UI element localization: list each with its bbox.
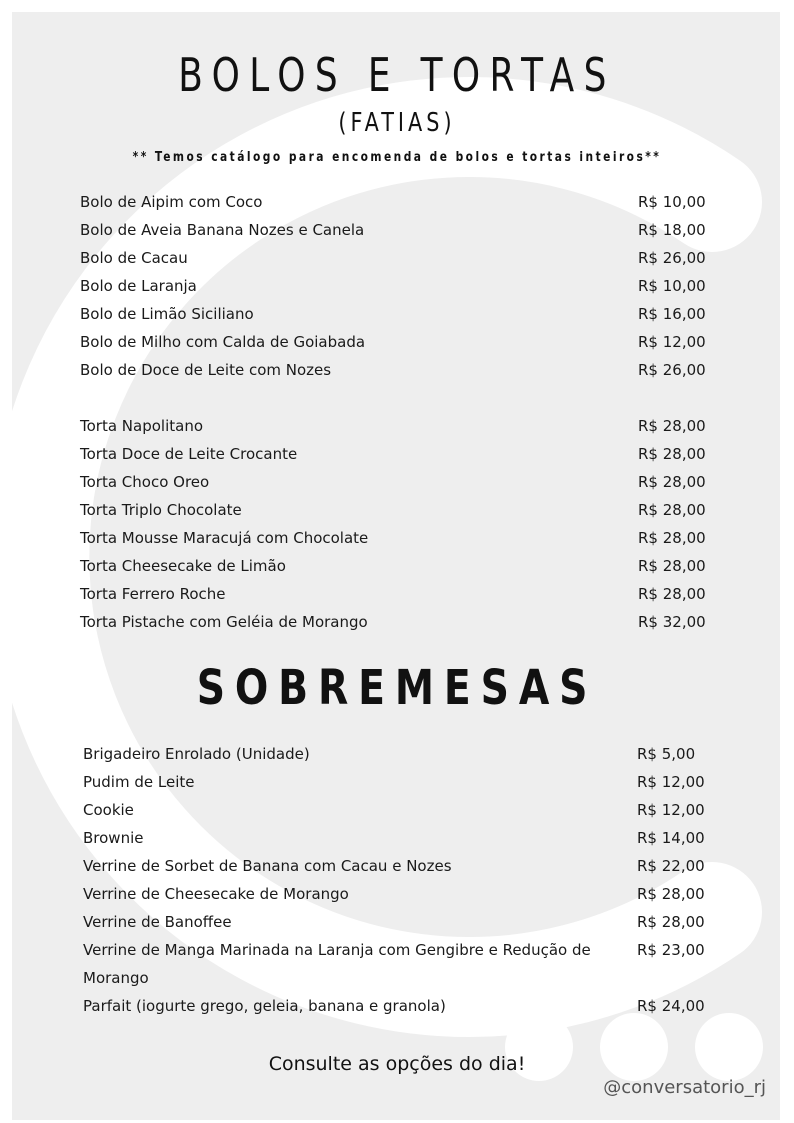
social-handle: @conversatorio_rj bbox=[603, 1077, 766, 1098]
list-item bbox=[83, 852, 723, 880]
item-price: R$ 22,00 bbox=[637, 857, 705, 875]
list-item bbox=[83, 740, 723, 768]
item-name: Torta Mousse Maracujá com Chocolate bbox=[80, 529, 369, 547]
item-price: R$ 10,00 bbox=[638, 277, 706, 295]
list-item bbox=[80, 328, 720, 356]
item-price: R$ 28,00 bbox=[638, 557, 706, 575]
item-price: R$ 16,00 bbox=[638, 305, 706, 323]
item-price: R$ 12,00 bbox=[638, 333, 706, 351]
item-name: Verrine de Manga Marinada na Laranja com Gengibre e Redução de Morango bbox=[83, 941, 591, 987]
item-name: Bolo de Limão Siciliano bbox=[80, 305, 254, 323]
item-price: R$ 10,00 bbox=[638, 193, 706, 211]
item-name: Verrine de Banoffee bbox=[83, 913, 232, 931]
tortas-list bbox=[80, 412, 720, 636]
item-name: Torta Doce de Leite Crocante bbox=[80, 445, 298, 463]
item-name: Bolo de Laranja bbox=[80, 277, 197, 295]
section-title-sobremesas: SOBREMESAS bbox=[196, 660, 598, 716]
item-price: R$ 12,00 bbox=[637, 773, 705, 791]
footer-cta: Consulte as opções do dia! bbox=[268, 1053, 526, 1075]
list-item bbox=[83, 880, 723, 908]
list-item bbox=[80, 300, 720, 328]
item-name: Parfait (iogurte grego, geleia, banana e granola) bbox=[83, 997, 446, 1015]
item-price: R$ 26,00 bbox=[638, 361, 706, 379]
list-item bbox=[83, 796, 723, 824]
item-name: Torta Pistache com Geléia de Morango bbox=[80, 613, 368, 631]
list-item bbox=[80, 608, 720, 636]
list-item bbox=[83, 768, 723, 796]
item-name: Bolo de Aveia Banana Nozes e Canela bbox=[80, 221, 365, 239]
page-title: BOLOS E TORTAS bbox=[178, 48, 616, 102]
item-name: Bolo de Milho com Calda de Goiabada bbox=[80, 333, 366, 351]
item-price: R$ 5,00 bbox=[637, 745, 696, 763]
item-price: R$ 23,00 bbox=[637, 941, 705, 959]
item-price: R$ 26,00 bbox=[638, 249, 706, 267]
item-name: Verrine de Sorbet de Banana com Cacau e Nozes bbox=[83, 857, 452, 875]
item-price: R$ 28,00 bbox=[638, 501, 706, 519]
item-name: Bolo de Aipim com Coco bbox=[80, 193, 263, 211]
item-name: Torta Choco Oreo bbox=[80, 473, 210, 491]
list-item bbox=[80, 496, 720, 524]
item-price: R$ 28,00 bbox=[637, 913, 705, 931]
item-name: Torta Napolitano bbox=[80, 417, 204, 435]
bolos-list bbox=[80, 188, 720, 384]
list-item bbox=[80, 244, 720, 272]
item-name: Brigadeiro Enrolado (Unidade) bbox=[83, 745, 310, 763]
item-price: R$ 28,00 bbox=[638, 445, 706, 463]
list-item bbox=[80, 524, 720, 552]
item-price: R$ 24,00 bbox=[637, 997, 705, 1015]
item-price: R$ 28,00 bbox=[638, 529, 706, 547]
list-item bbox=[83, 908, 723, 936]
list-item bbox=[80, 412, 720, 440]
page-subtitle: (FATIAS) bbox=[338, 108, 456, 138]
list-item bbox=[80, 216, 720, 244]
list-item bbox=[83, 992, 723, 1020]
list-item bbox=[80, 188, 720, 216]
item-name: Verrine de Cheesecake de Morango bbox=[83, 885, 349, 903]
item-name: Torta Ferrero Roche bbox=[80, 585, 226, 603]
item-price: R$ 28,00 bbox=[638, 473, 706, 491]
list-item bbox=[80, 468, 720, 496]
item-name: Brownie bbox=[83, 829, 144, 847]
item-name: Bolo de Doce de Leite com Nozes bbox=[80, 361, 332, 379]
list-item bbox=[80, 356, 720, 384]
list-item bbox=[83, 936, 723, 992]
item-name: Bolo de Cacau bbox=[80, 249, 188, 267]
list-item bbox=[83, 824, 723, 852]
item-price: R$ 28,00 bbox=[638, 417, 706, 435]
item-price: R$ 12,00 bbox=[637, 801, 705, 819]
item-name: Torta Triplo Chocolate bbox=[80, 501, 242, 519]
list-item bbox=[80, 552, 720, 580]
item-price: R$ 32,00 bbox=[638, 613, 706, 631]
list-item bbox=[80, 580, 720, 608]
item-name: Pudim de Leite bbox=[83, 773, 195, 791]
sobremesas-list bbox=[83, 740, 723, 1020]
catalog-note: ** Temos catálogo para encomenda de bolos e tortas inteiros** bbox=[132, 150, 662, 165]
item-name: Cookie bbox=[83, 801, 134, 819]
item-price: R$ 18,00 bbox=[638, 221, 706, 239]
item-price: R$ 14,00 bbox=[637, 829, 705, 847]
list-item bbox=[80, 272, 720, 300]
item-name: Torta Cheesecake de Limão bbox=[80, 557, 286, 575]
item-price: R$ 28,00 bbox=[638, 585, 706, 603]
item-price: R$ 28,00 bbox=[637, 885, 705, 903]
list-item bbox=[80, 440, 720, 468]
